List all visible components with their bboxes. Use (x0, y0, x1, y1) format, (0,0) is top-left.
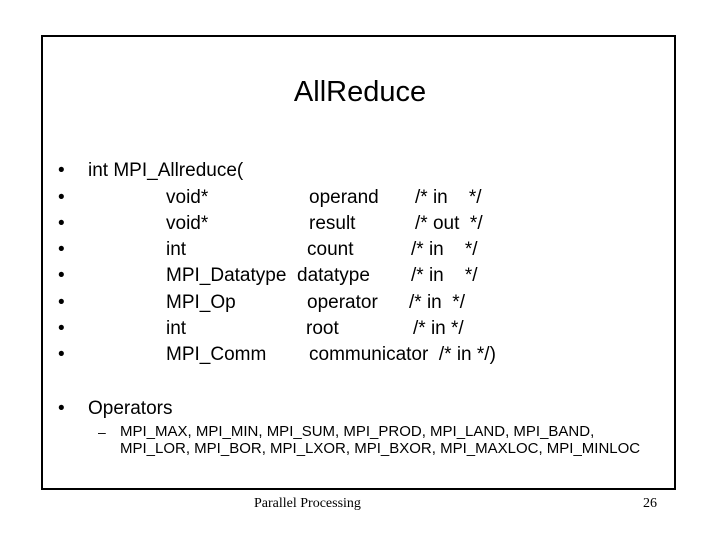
signature-function-name: int MPI_Allreduce( (88, 160, 244, 181)
bullet-marker: • (58, 160, 65, 181)
page-number: 26 (643, 496, 657, 511)
param-comment: /* in */ (411, 239, 478, 260)
param-type: MPI_Comm (166, 344, 267, 365)
param-type: MPI_Datatype (166, 265, 287, 286)
bullet-marker: • (58, 318, 65, 339)
bullet-marker: • (58, 292, 65, 313)
bullet-marker: • (58, 398, 65, 419)
param-name: operator (307, 292, 378, 313)
param-type: MPI_Op (166, 292, 236, 313)
bullet-marker: • (58, 265, 65, 286)
param-name: operand (309, 187, 379, 208)
param-comment: /* in */ (415, 187, 482, 208)
param-name: datatype (297, 265, 370, 286)
param-type: int (166, 318, 187, 339)
operators-list: MPI_MAX, MPI_MIN, MPI_SUM, MPI_PROD, MPI_LAND, MPI_BAND, MPI_LOR, MPI_BOR, MPI_LXOR, MPI_BXOR, MPI_MAXLOC, MPI_MINLOC (120, 423, 641, 457)
bullet-marker: • (58, 187, 65, 208)
operators-heading: Operators (88, 398, 173, 419)
param-name: count (307, 239, 354, 260)
param-comment: /* in */ (411, 265, 478, 286)
slide-title: AllReduce (293, 76, 427, 108)
param-type: void* (166, 187, 209, 208)
bullet-marker: • (58, 239, 65, 260)
param-comment: /* in */ (413, 318, 464, 339)
bullet-marker: • (58, 213, 65, 234)
param-name: result (309, 213, 356, 234)
param-comment: /* in */ (409, 292, 465, 313)
sub-bullet-dash: – (98, 424, 106, 440)
bullet-marker: • (58, 344, 65, 365)
param-type: int (166, 239, 187, 260)
param-name: communicator /* in */) (309, 344, 496, 365)
param-type: void* (166, 213, 209, 234)
footer-text: Parallel Processing (254, 496, 361, 511)
param-comment: /* out */ (415, 213, 483, 234)
param-name: root (306, 318, 339, 339)
